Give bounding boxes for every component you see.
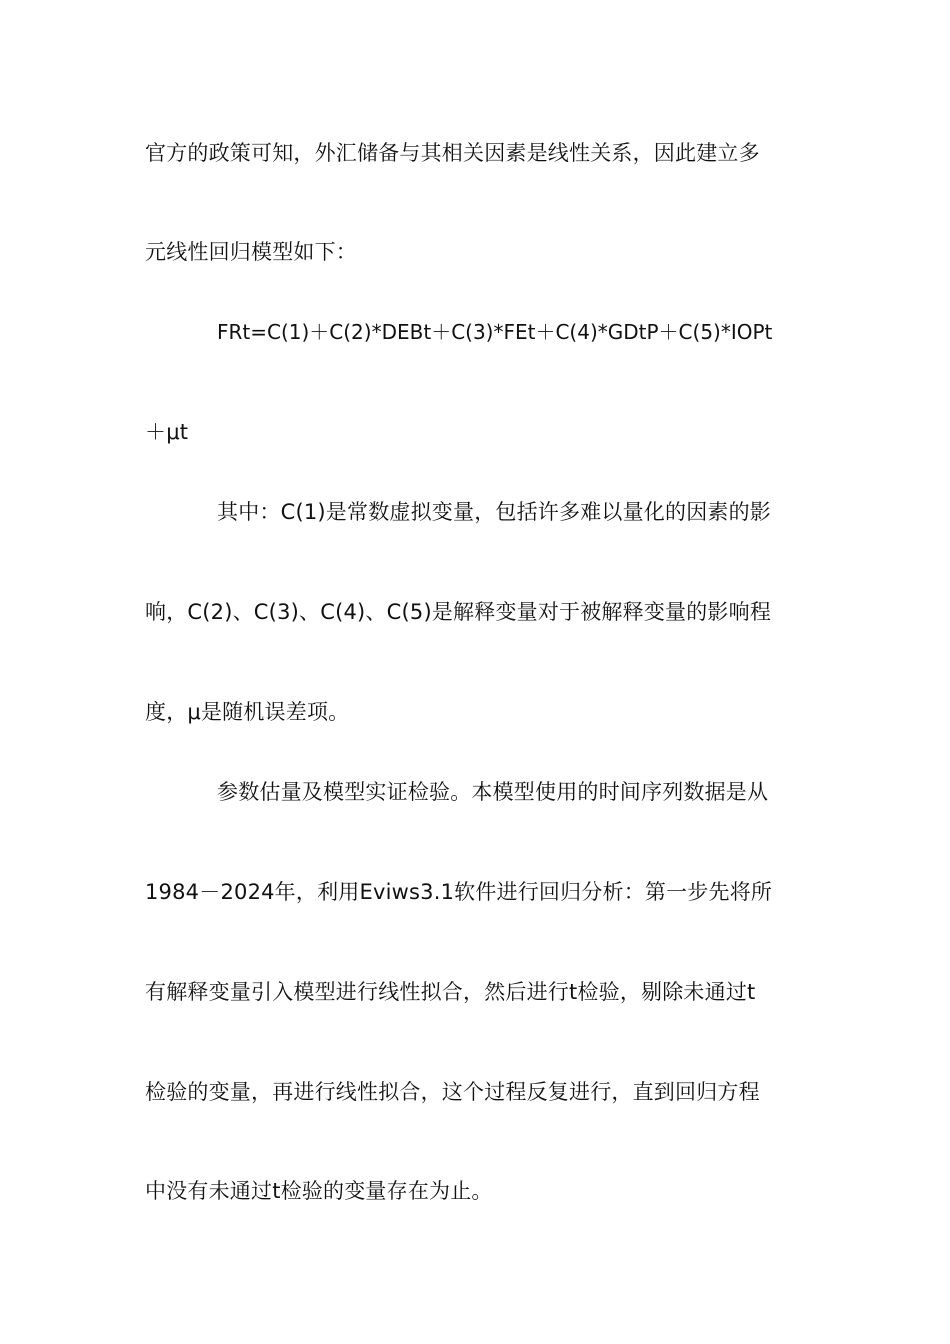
paragraph-line: 度，μ是随机误差项。 xyxy=(145,700,350,724)
paragraph-line: 参数估量及模型实证检验。本模型使用的时间序列数据是从 xyxy=(217,780,769,804)
paragraph-line: 中没有未通过t检验的变量存在为止。 xyxy=(145,1179,493,1203)
paragraph-line: 检验的变量，再进行线性拟合，这个过程反复进行，直到回归方程 xyxy=(145,1080,760,1104)
paragraph-line: 有解释变量引入模型进行线性拟合，然后进行t检验，剔除未通过t xyxy=(145,980,756,1004)
paragraph-line: 响，C(2)、C(3)、C(4)、C(5)是解释变量对于被解释变量的影响程 xyxy=(145,600,772,624)
paragraph-line: 官方的政策可知，外汇储备与其相关因素是线性关系，因此建立多 xyxy=(145,141,760,165)
regression-formula: FRt=C(1)＋C(2)*DEBt＋C(3)*FEt＋C(4)*GDtP＋C(5)*IOPt xyxy=(217,320,773,344)
paragraph-line: 1984－2024年，利用Eviws3.1软件进行回归分析：第一步先将所 xyxy=(145,880,773,904)
formula-continuation: ＋μt xyxy=(145,420,189,444)
paragraph-line: 元线性回归模型如下： xyxy=(145,240,357,264)
paragraph-line: 其中：C(1)是常数虚拟变量，包括许多难以量化的因素的影 xyxy=(217,500,772,524)
